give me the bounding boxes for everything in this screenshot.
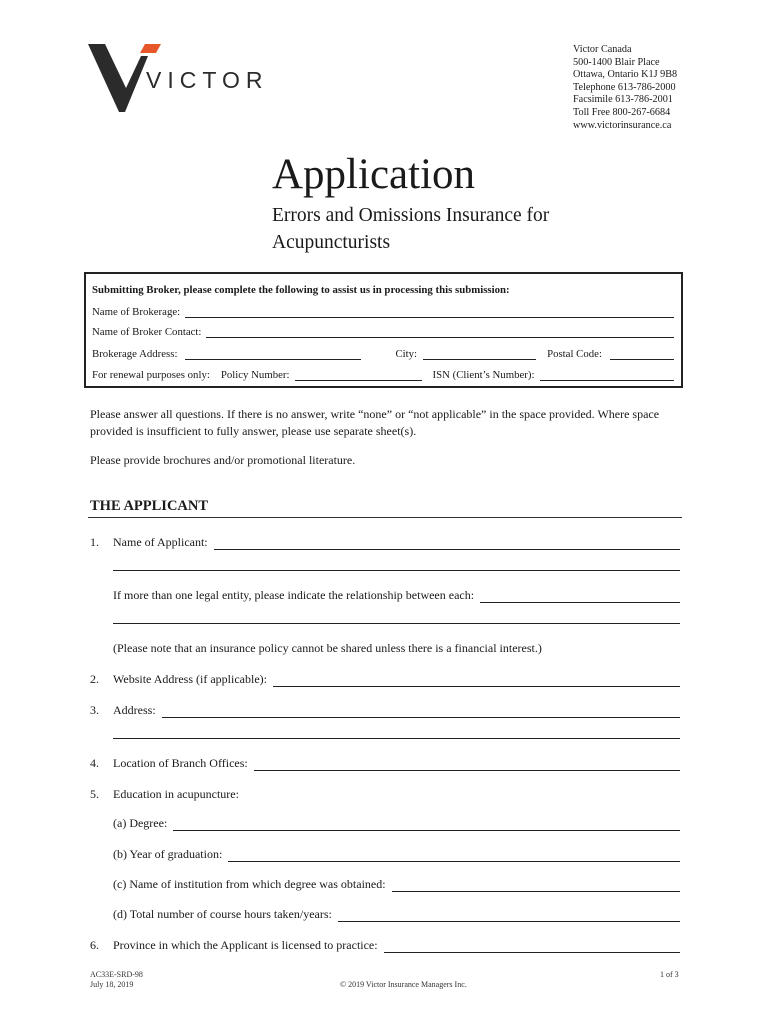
address-line: Victor Canada [573,44,632,55]
website-label: Website Address (if applicable): [113,672,267,686]
page-number: 1 of 3 [660,970,679,979]
brokerage-address-label: Brokerage Address: [92,348,178,360]
question-1 [90,535,680,550]
question-6 [90,938,680,953]
legal-entity-field[interactable] [480,590,680,603]
renewal-row [92,368,674,381]
education-label: Education in acupuncture: [113,787,239,801]
degree-label: (a) Degree: [113,816,168,830]
licensed-province-field[interactable] [384,940,680,953]
isn-label: ISN (Client’s Number): [432,369,535,381]
company-address [573,44,677,132]
instructions-paragraph: Please answer all questions. If there is no answer, write “none” or “not applicable” in the space provided. Where space provided is insufficient to fully answer, please use separate sheet(s). [90,407,660,438]
city-field[interactable] [423,347,536,360]
address-line: Telephone 613-786-2000 [573,81,676,93]
broker-contact-field[interactable] [206,325,674,338]
question-2 [90,672,680,687]
institution-field[interactable] [392,879,680,892]
course-hours-row [113,907,680,922]
branch-offices-field[interactable] [254,758,680,771]
page-title: Application [272,151,476,198]
address-field-2[interactable] [113,726,680,739]
graduation-year-row [113,847,680,862]
applicant-name-label: Name of Applicant: [113,535,208,549]
brokerage-name-field[interactable] [185,305,674,318]
postal-code-field[interactable] [610,347,674,360]
brokerage-name-row [92,305,674,318]
graduation-year-field[interactable] [228,849,680,862]
city-label: City: [395,348,418,360]
broker-contact-label: Name of Broker Contact: [92,326,202,338]
degree-field[interactable] [173,818,680,831]
institution-label: (c) Name of institution from which degree was obtained: [113,877,386,891]
address-label: Address: [113,703,156,717]
copyright: © 2019 Victor Insurance Managers Inc. [340,980,467,989]
question-3 [90,703,680,718]
question-4 [90,756,680,771]
question-number: 2. [90,672,99,686]
brochure-instruction: Please provide brochures and/or promotional literature. [90,453,356,467]
applicant-name-field[interactable] [214,537,680,550]
licensed-province-label: Province in which the Applicant is licensed to practice: [113,938,378,952]
website-field[interactable] [273,674,680,687]
question-number: 3. [90,703,99,717]
question-number: 6. [90,938,99,952]
legal-entity-field-2[interactable] [113,611,680,624]
broker-contact-row [92,325,674,338]
renewal-label: For renewal purposes only: [92,369,210,381]
policy-number-field[interactable] [295,368,422,381]
section-heading: THE APPLICANT [90,498,209,514]
address-line: Toll Free 800-267-6684 [573,106,671,118]
applicant-name-field-2[interactable] [113,558,680,571]
degree-row [113,816,680,831]
legal-entity-label: If more than one legal entity, please indicate the relationship between each: [113,588,475,602]
brokerage-address-row [92,347,674,360]
broker-box-heading: Submitting Broker, please complete the following to assist us in processing this submission: [92,284,510,296]
isn-field[interactable] [540,368,675,381]
address-line: 500-1400 Blair Place [573,56,660,68]
question-5 [90,787,680,802]
address-field[interactable] [162,705,680,718]
institution-row [113,877,680,892]
address-line: Ottawa, Ontario K1J 9B8 [573,69,678,81]
postal-code-label: Postal Code: [547,348,602,360]
logo-text: VICTOR [146,67,269,93]
policy-sharing-note: (Please note that an insurance policy cannot be shared unless there is a financial interest.) [113,641,542,655]
course-hours-field[interactable] [338,909,680,922]
branch-offices-label: Location of Branch Offices: [113,756,248,770]
brokerage-address-field[interactable] [185,347,361,360]
form-code: AC33E-SRD-98 [90,970,143,979]
question-number: 1. [90,535,99,549]
page-subtitle: Errors and Omissions Insurance for Acupuncturists [272,205,550,253]
form-date: July 18, 2019 [90,980,134,989]
graduation-year-label: (b) Year of graduation: [113,847,223,861]
course-hours-label: (d) Total number of course hours taken/years: [113,907,332,921]
policy-number-label: Policy Number: [220,369,290,381]
address-line: Facsimile 613-786-2001 [573,94,673,106]
address-line: www.victorinsurance.ca [573,119,672,131]
question-number: 4. [90,756,99,770]
question-number: 5. [90,787,99,801]
section-divider [88,517,682,518]
footer-left [90,970,143,990]
brokerage-name-label: Name of Brokerage: [92,306,181,318]
legal-entity-row [113,588,680,603]
